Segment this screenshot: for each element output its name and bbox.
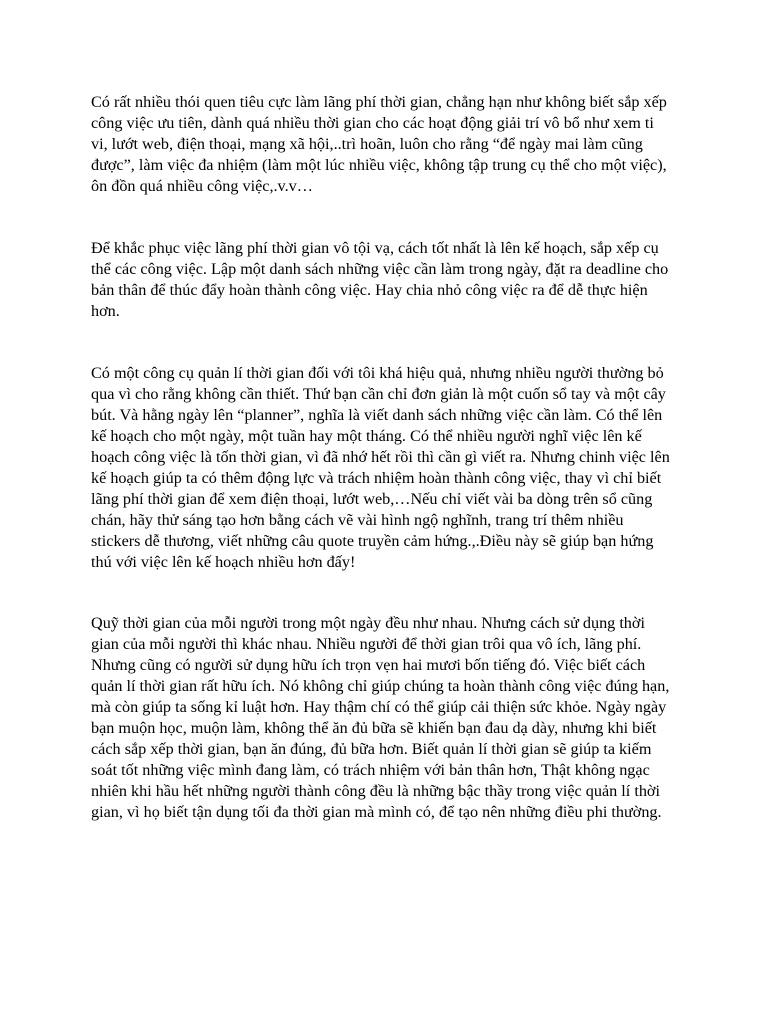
paragraph-3: Có một công cụ quản lí thời gian đối với tôi khá hiệu quả, nhưng nhiều người thường bỏ qua vì cho rằng không cần thiết. Thứ bạn cần chỉ đơn giản là một cuốn sổ tay và một cây bút. Và hằng ngày lên “planner”, nghĩa là viết danh sách những việc cần làm. Có thể lên kế hoạch cho một ngày, một tuần hay một tháng. Có thể nhiều người nghĩ việc lên kế hoạch công việc là tốn thời gian, vì đã nhớ hết rồi thì cần gì viết ra. Nhưng chinh việc lên kế hoạch giúp ta có thêm động lực và trách nhiệm hoàn thành công việc, thay vì chỉ biết lãng phí thời gian để xem điện thoại, lướt web,…Nếu chỉ viết vài ba dòng trên sổ cũng chán, hãy thử sáng tạo hơn bằng cách vẽ vài hình ngộ nghĩnh, trang trí thêm nhiều stickers dễ thương, viết những câu quote truyền cảm hứng.,.Điều này sẽ giúp bạn hứng thú với việc lên kế hoạch nhiều hơn đấy! bbox=[91, 364, 670, 571]
paragraph-2: Để khắc phục việc lãng phí thời gian vô tội vạ, cách tốt nhất là lên kế hoạch, sắp xếp cụ thể các công việc. Lập một danh sách những việc cần làm trong ngày, đặt ra deadline cho bản thân để thúc đẩy hoàn thành công việc. Hay chia nhỏ công việc ra để dễ thực hiện hơn. bbox=[91, 239, 669, 320]
paragraph-1: Có rất nhiều thói quen tiêu cực làm lãng phí thời gian, chẳng hạn như không biết sắp xếp công việc ưu tiên, dành quá nhiều thời gian cho các hoạt động giải trí vô bổ như xem ti vi, lướt web, điện thoại, mạng xã hội,..trì hoãn, luôn cho rằng “để ngày mai làm cũng được”, làm việc đa nhiệm (làm một lúc nhiều việc, không tập trung cụ thể cho một việc), ôn đồn quá nhiều công việc,.v.v… bbox=[91, 93, 667, 195]
paragraph-4: Quỹ thời gian của mỗi người trong một ngày đều như nhau. Nhưng cách sử dụng thời gian của mỗi người thì khác nhau. Nhiều người để thời gian trôi qua vô ích, lãng phí. Nhưng cũng có người sử dụng hữu ích trọn vẹn hai mươi bốn tiếng đó. Việc biết cách quản lí thời gian rất hữu ích. Nó không chỉ giúp chúng ta hoàn thành công việc đúng hạn, mà còn giúp ta sống kỉ luật hơn. Hay thậm chí có thể giúp cải thiện sức khỏe. Ngày ngày bạn muộn học, muộn làm, không thể ăn đủ bữa sẽ khiến bạn đau dạ dày, nhưng khi biết cách sắp xếp thời gian, bạn ăn đúng, đủ bữa hơn. Biết quản lí thời gian sẽ giúp ta kiếm soát tốt những việc mình đang làm, có trách nhiệm với bản thân hơn, Thật không ngạc nhiên khi hầu hết những người thành công đều là những bậc thầy trong việc quản lí thời gian, vì họ biết tận dụng tối đa thời gian mà mình có, để tạo nên những điều phi thường. bbox=[91, 614, 670, 821]
